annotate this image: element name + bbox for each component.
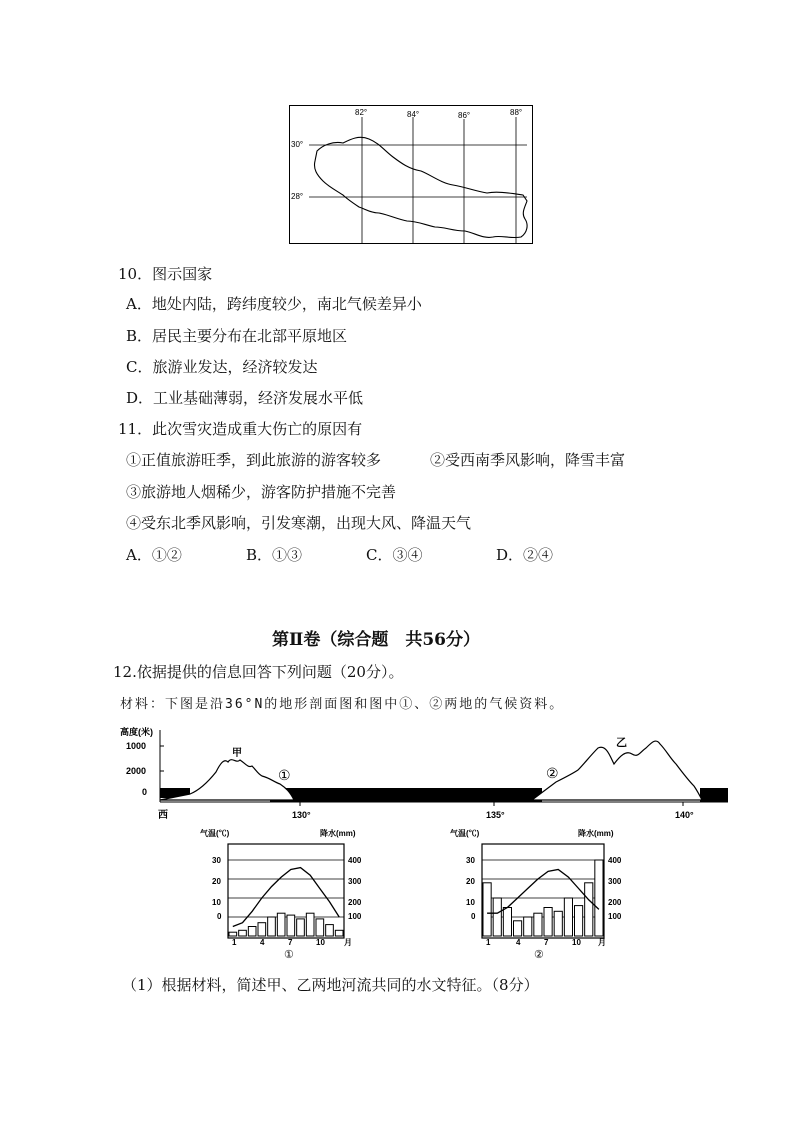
q10-option-c[interactable]: C．旅游业发达，经济较发达 <box>126 358 318 376</box>
q11-item-3: ③旅游地人烟稀少，游客防护措施不完善 <box>126 483 397 501</box>
lon-label-84: 84° <box>407 110 420 119</box>
cc2-bar-7 <box>544 908 552 937</box>
profile-ytick-label-1000: 1000 <box>126 741 147 751</box>
cc1-mt-10: 10 <box>316 938 325 947</box>
profile-xtick-label-130: 130° <box>292 810 311 820</box>
q11-choice-d[interactable]: D．②④ <box>496 546 554 564</box>
cc1-bar-6 <box>277 913 285 936</box>
cc2-bar-10 <box>575 906 583 936</box>
cc2-mt-10: 10 <box>572 938 581 947</box>
q11-item-4: ④受东北季风影响，引发寒潮，出现大风、降温天气 <box>126 514 472 532</box>
terrain-profile-svg <box>120 724 734 824</box>
q11-stem: 11．此次雪灾造成重大伤亡的原因有 <box>118 420 363 438</box>
q10-option-b[interactable]: B．居民主要分布在北部平原地区 <box>126 327 348 345</box>
lon-label-82: 82° <box>355 108 368 117</box>
cc1-pt-400: 400 <box>348 856 362 865</box>
cc1-pt-100: 100 <box>348 912 362 921</box>
cc2-bar-4 <box>514 921 522 936</box>
lon-label-86: 86° <box>458 111 471 120</box>
q10-option-d[interactable]: D．工业基础薄弱，经济发展水平低 <box>126 389 364 407</box>
cc2-mt-month: 月 <box>598 938 606 947</box>
cc2-mt-1: 1 <box>486 938 491 947</box>
cc1-bar-9 <box>306 913 314 936</box>
cc2-prec-title: 降水(mm) <box>578 829 614 838</box>
cc2-caption: ② <box>534 949 544 961</box>
cc1-tt-30: 30 <box>212 856 221 865</box>
cc2-pt-100: 100 <box>608 912 622 921</box>
cc1-mt-7: 7 <box>288 938 293 947</box>
cc2-bar-6 <box>534 913 542 936</box>
cc2-bar-5 <box>524 917 532 936</box>
cc1-bar-2 <box>239 930 247 936</box>
cc2-pt-200: 200 <box>608 898 622 907</box>
cc1-bar-7 <box>287 915 295 936</box>
q10-option-a[interactable]: A．地处内陆，跨纬度较少，南北气候差异小 <box>126 295 422 313</box>
lon-label-88: 88° <box>510 108 523 117</box>
cc2-bar-3 <box>503 908 511 937</box>
profile-ylabel: 高度(米) <box>120 727 153 737</box>
cc2-pt-300: 300 <box>608 877 622 886</box>
cc2-bar-9 <box>564 898 572 936</box>
q12-material: 材料：下图是沿36°N的地形剖面图和图中①、②两地的气候资料。 <box>120 697 565 712</box>
cc1-bar-10 <box>316 919 324 936</box>
cc1-pt-300: 300 <box>348 877 362 886</box>
q10-stem: 10．图示国家 <box>118 265 213 283</box>
q11-item-2: ②受西南季风影响，降雪丰富 <box>430 451 626 469</box>
q12-stem: 12.依据提供的信息回答下列问题（20分）。 <box>113 663 404 681</box>
cc1-tt-0: 0 <box>217 912 222 921</box>
climate-chart-2-svg <box>448 826 620 962</box>
cc1-mt-4: 4 <box>260 938 265 947</box>
sea-band-east <box>700 788 728 802</box>
lat-label-30: 30° <box>291 140 304 149</box>
climate-chart-1-svg <box>198 826 370 962</box>
q11-item-1: ①正值旅游旺季，到此旅游的游客较多 <box>126 451 382 469</box>
q11-choice-c[interactable]: C．③④ <box>366 546 423 564</box>
cc1-bar-11 <box>326 925 334 936</box>
cc2-mt-4: 4 <box>516 938 521 947</box>
cc2-pt-400: 400 <box>608 856 622 865</box>
q12-sub1: （1）根据材料，简述甲、乙两地河流共同的水文特征。（8分） <box>122 976 539 994</box>
cc1-tt-20: 20 <box>212 877 221 886</box>
cc2-tt-20: 20 <box>466 877 475 886</box>
cc1-pt-200: 200 <box>348 898 362 907</box>
q11-choice-b[interactable]: B．①③ <box>246 546 303 564</box>
cc1-bar-8 <box>297 919 305 936</box>
section-title: 第Ⅱ卷（综合题 共56分） <box>272 630 480 650</box>
sea-band <box>270 788 542 802</box>
cc2-bar-12 <box>595 860 603 936</box>
climate-chart-1 <box>198 826 370 962</box>
cc2-bar-2 <box>493 898 501 936</box>
map-frame <box>290 106 533 244</box>
profile-west-label: 西 <box>158 810 168 821</box>
cc2-tt-10: 10 <box>466 898 475 907</box>
profile-ytick-label-2000: 2000 <box>126 766 147 776</box>
cc2-bar-11 <box>585 883 593 936</box>
nepal-map <box>289 105 533 245</box>
cc1-mt-month: 月 <box>344 938 352 947</box>
cc2-bar-8 <box>554 911 562 936</box>
cc1-frame <box>228 844 344 938</box>
cc1-temp-line <box>233 868 339 927</box>
label-site-1: ① <box>278 767 291 783</box>
profile-ytick-label-0: 0 <box>142 787 148 797</box>
cc1-temp-title: 气温(℃) <box>200 829 230 838</box>
label-site-2: ② <box>546 765 559 781</box>
label-yi: 乙 <box>616 737 627 749</box>
cc2-tt-0: 0 <box>471 912 476 921</box>
q11-choice-a[interactable]: A．①② <box>126 546 182 564</box>
terrain-profile <box>120 724 734 824</box>
cc1-tt-10: 10 <box>212 898 221 907</box>
label-jia: 甲 <box>232 748 242 759</box>
cc2-tt-30: 30 <box>466 856 475 865</box>
climate-chart-2 <box>448 826 620 962</box>
cc2-bar-1 <box>483 883 491 936</box>
cc1-caption: ① <box>284 949 294 961</box>
lat-label-28: 28° <box>291 192 304 201</box>
cc2-temp-title: 气温(℃) <box>450 829 480 838</box>
nepal-map-svg <box>289 105 533 245</box>
cc2-mt-7: 7 <box>544 938 549 947</box>
cc1-bar-12 <box>335 930 343 936</box>
cc1-bar-3 <box>248 927 256 937</box>
profile-xtick-label-140: 140° <box>675 810 694 820</box>
cc1-bar-1 <box>229 932 237 936</box>
cc1-bar-5 <box>268 917 276 936</box>
cc1-prec-title: 降水(mm) <box>320 829 356 838</box>
cc1-bar-4 <box>258 923 266 936</box>
cc1-mt-1: 1 <box>232 938 237 947</box>
profile-xtick-label-135: 135° <box>486 810 505 820</box>
